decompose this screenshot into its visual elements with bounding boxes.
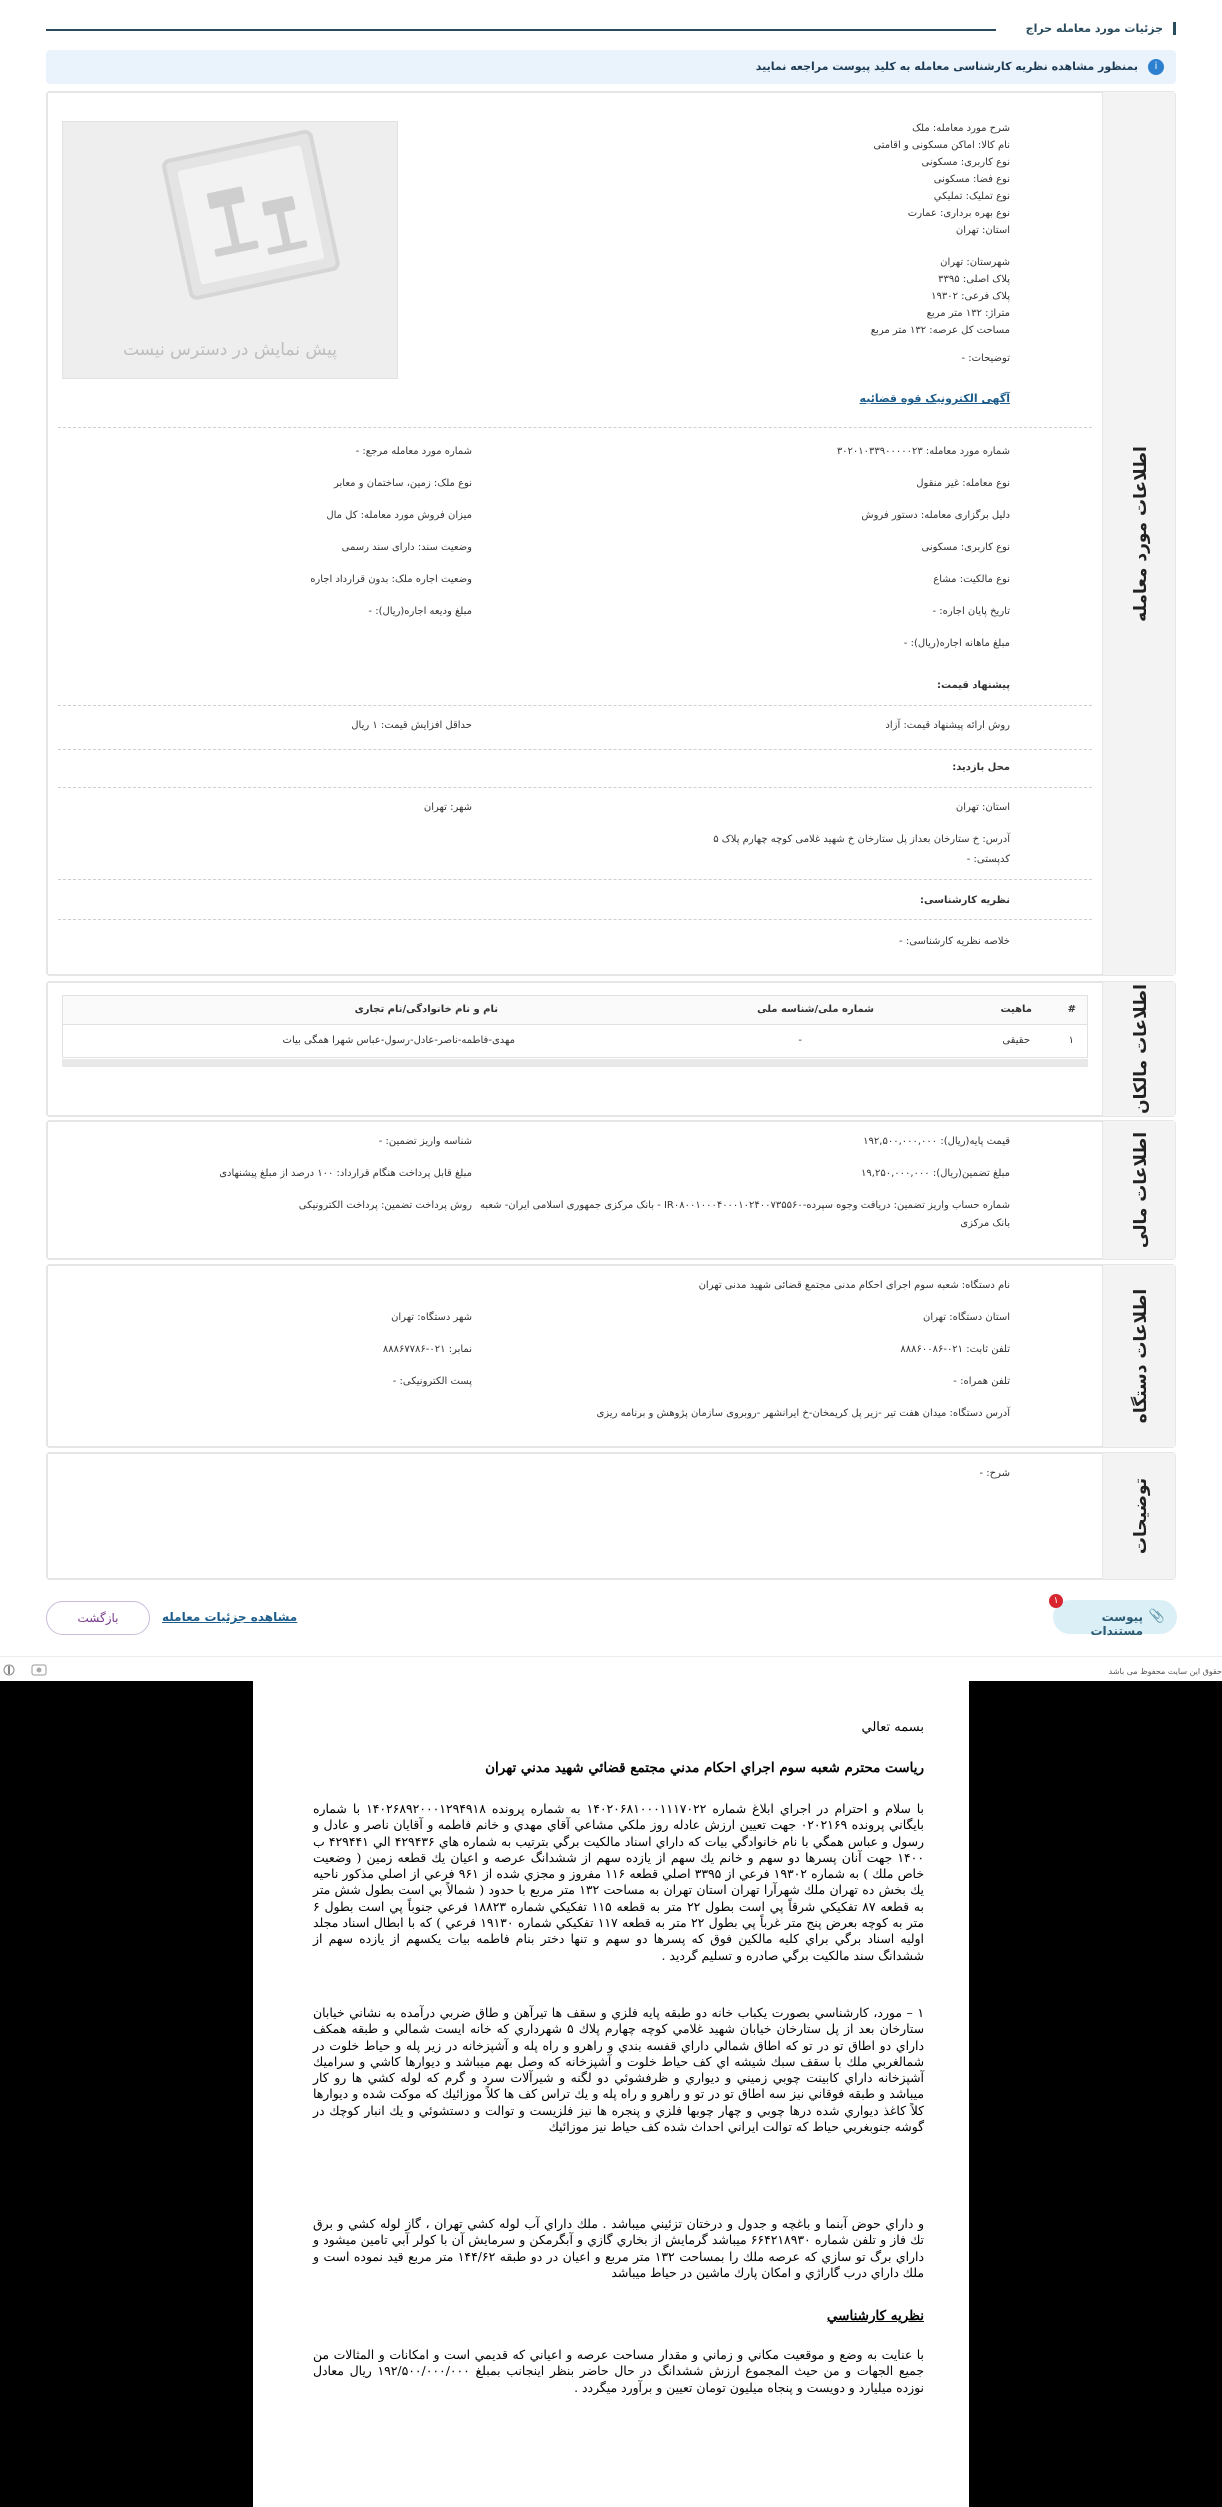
expert-opinion-summary: خلاصه نظریه کارشناسی: - xyxy=(899,936,1010,947)
owner-name: مهدی-فاطمه-ناصر-عادل-رسول-عباس شهرا همگی بیات xyxy=(282,1035,515,1046)
deal-info-card xyxy=(46,91,1176,976)
office-body xyxy=(47,1265,1103,1447)
deal-type: نوع معامله: غیر منقول xyxy=(916,478,1010,489)
lease-end-date: تاریخ پایان اجاره: - xyxy=(932,606,1010,617)
view-deal-details-link[interactable]: مشاهده جزئیات معامله xyxy=(162,1610,298,1624)
summary-line: پلاک فرعی: ۱۹۳۰۲ xyxy=(931,291,1010,302)
attachments-label: پیوست مستندات xyxy=(1090,1610,1143,1638)
deal-reason: دلیل برگزاری معامله: دستور فروش xyxy=(861,510,1010,521)
summary-line: نوع کاربری: مسکونی xyxy=(921,157,1010,168)
owners-sidebar xyxy=(1107,982,1175,1116)
notes-sidebar xyxy=(1107,1453,1175,1579)
owners-table-scrollbar[interactable] xyxy=(62,1059,1088,1067)
finance-body xyxy=(47,1121,1103,1259)
doc-heading: رياست محترم شعبه سوم اجراي احكام مدني مجتمع قضائي شهيد مدني تهران xyxy=(485,1760,924,1776)
deal-number: شماره مورد معامله: ۳۰۲۰۱۰۳۳۹۰۰۰۰۰۲۳ xyxy=(836,446,1010,457)
office-title: اطلاعات دستگاه xyxy=(1131,1288,1151,1424)
property-type: نوع ملک: زمین، ساختمان و معابر xyxy=(334,478,472,489)
summary-line: نام کالا: اماکن مسکونی و اقامتی xyxy=(873,140,1010,151)
doc-paragraph-3: و داراي حوض آبنما و باغچه و جدول و درختان تزئيني ميباشد . ملك داراي آب لوله كشي تهران ، گاز لوله كشي و برق تك فاز و تلفن شماره ۶۶۴۲۱۸۹۳۰ ميباشد گرمايش از بخاري گازي و آبگرمكن و سرمايش آن با كولر آبي تامين ميشود و داراي برگ تو سازي كه عرصه ملك را بمساحت ۱۳۲ متر مربع و اعيان در دو طبقه ۱۴۴/۶۲ متر مربع قيد نموده است و ملك داراي درب گاراژي و امكان پارك ماشين در حياط ميباشد xyxy=(313,2216,924,2280)
usage-type: نوع کاربری: مسکونی xyxy=(921,542,1010,553)
doc-paragraph-1: با سلام و احترام در اجراي ابلاغ شماره ۱۴۰۲۰۶۸۱۰۰۰۱۱۱۷۰۲۲ به شماره پرونده ۱۴۰۲۶۸۹۲۰۰۰۱۲۹۴۹۱۸ با شماره بايگاني پرونده ۰۲۰۲۱۶۹ جهت تعيين ارزش عادله روز ملكي مشاعي آقاي مهدي و خانم فاطمه و آقايان ناصر و عادل و رسول و عباس همگي با نام خانوادگي بيات كه داراي اسناد مالكيت برگي بترتيب به شماره هاي ۴۲۹۴۳۶ الي ۴۲۹۴۴۱ ب ۱۴۰۰ جهت آنان پسرها دو سهم و خانم يك سهم از يازده سهم از ششدانگ عرصه و اعيان يك قطعه زمين ( وضعيت خاص ملك ) به شماره ۱۹۳۰۲ فرعي از ۳۳۹۵ اصلي قطعه ۱۱۶ مفروز و مجزي شده از ۹۶۱ فرعي از اصلي مذكور ناحيه يك بخش ده تهران ملك شهرآرا تهران استان تهران به مساحت ۱۳۲ متر مربع با حدود ( شمالاً بي است بطول شش متر به قطعه ۸۷ تفكيكي شرقاً پي است بطول ۲۲ متر به قطعه ۱۱۵ تفكيكي شماره ۱۸۸۲۳ فرعي جنوباً پي است بطول ۶ متر به كوچه بعرض پنج متر غرباً پي بطول ۲۲ متر به قطعه ۱۱۷ تفكيكي شماره ۱۹۱۳۰ فرعي ) كه با ابطال اسناد مجلد اوليه اسناد برگي براي كليه مالكين فوق كه پسرها دو سهم و تنها دختر بنام فاطمه بيات يكسهم از يازده سهم از ششدانگ سند مالكيت برگي صادره و تسليم گرديد . xyxy=(313,1801,925,1963)
document-viewer xyxy=(0,1681,1222,2507)
visit-address: آدرس: خ ستارخان بعداز پل ستارخان خ شهید غلامی کوچه چهارم پلاک ۵ xyxy=(713,834,1010,845)
doc-paragraph-2: ۱ – مورد، كارشناسي بصورت يكباب خانه دو طبقه پايه فلزي و سقف ها تيرآهن و طاق ضربي درآمده به نشاني خيابان ستارخان بعد از پل ستارخان خيابان شهيد غلامي كوچه چهارم پلاك ۵ شهرداري كه خانه ايست شمالي و طبقه همكف داراي دو اطاق تو در تو كه اطاق شمالي داراي قفسه بندي و راهرو و راه پله و آشپزخانه در زير پله و حياط خلوت در شمالغربي ملك با سقف سبك شيشه اي كف حياط خلوت و آشپزخانه كه وصل بهم ميباشد و ديوارها كاشي و سراميك آشپزخانه داراي كابينت چوبي زميني و ديواري و ظرفشوئي دو لگنه و شيرآلات سرد و گرم كه لوله كشي ها رو كار ميباشد و طبقه فوقاني نيز سه اطاق تو در تو و راهرو و راه پله و يك تراس كف ها كلاً موزائيك كه موكت شده و ديوارها كلاً كاغذ ديواري شده درها چوبي و چهار چوبها فلزي و پنجره ها نيز فلزيست و توالت و دستشوئي و يك انبار كوچك در گوشه جنوبغربي حياط كه توالت ايراني احداث شده كف حياط نيز موزائيك xyxy=(313,2005,924,2135)
visit-location-heading: محل بازدید: xyxy=(952,762,1010,773)
info-icon: i xyxy=(1148,59,1164,75)
deed-status: وضعیت سند: دارای سند رسمی xyxy=(341,542,472,553)
owners-table-header xyxy=(62,995,1088,1025)
page-title: جزئیات مورد معامله حراج xyxy=(1026,22,1176,35)
summary-line: نوع فضا: مسکونی xyxy=(933,174,1010,185)
doc-salutation: بسمه تعالي xyxy=(861,1720,924,1735)
visit-city: شهر: تهران xyxy=(423,802,472,813)
guarantee-amount: مبلغ تضمین(ریال): ۱۹,۲۵۰,۰۰۰,۰۰۰ xyxy=(861,1168,1010,1179)
summary-line: استان: تهران xyxy=(955,225,1010,236)
office-sidebar xyxy=(1107,1265,1175,1447)
bid-heading: پیشنهاد قیمت: xyxy=(937,680,1010,691)
monthly-rent: مبلغ ماهانه اجاره(ریال): - xyxy=(903,638,1010,649)
visit-postal-code: کدپستی: - xyxy=(966,854,1010,865)
bid-method: روش ارائه پیشنهاد قیمت: آزاد xyxy=(885,720,1010,731)
office-phone: تلفن ثابت: ۰۲۱-۸۸۸۶۰۰۸۶ xyxy=(900,1344,1010,1355)
divider xyxy=(58,919,1092,920)
finance-title: اطلاعات مالی xyxy=(1131,1131,1151,1249)
office-province: استان دستگاه: تهران xyxy=(923,1312,1010,1323)
deal-info-body xyxy=(47,92,1103,975)
notes-card xyxy=(46,1452,1176,1580)
owners-col-type: ماهیت xyxy=(1000,1004,1032,1015)
judiciary-ad-link[interactable]: آگهی الکترونیک قوه قضائیه xyxy=(859,392,1010,405)
office-email: پست الکترونیکی: - xyxy=(392,1376,472,1387)
notes-description: شرح: - xyxy=(979,1468,1010,1479)
page-header xyxy=(46,22,1176,42)
account-bank: بانک مرکزی xyxy=(960,1218,1010,1229)
attachments-button[interactable] xyxy=(1053,1596,1177,1638)
summary-line: متراژ: ۱۳۲ متر مربع xyxy=(926,308,1010,319)
owner-national-id: - xyxy=(798,1035,802,1046)
owners-col-index: # xyxy=(1067,1004,1076,1015)
divider xyxy=(58,749,1092,750)
divider xyxy=(58,787,1092,788)
summary-line: شرح مورد معامله: ملک xyxy=(912,123,1010,134)
finance-card xyxy=(46,1120,1176,1260)
ownership-type: نوع مالکیت: مشاع xyxy=(933,574,1010,585)
payment-method: روش پرداخت تضمین: پرداخت الکترونیکی xyxy=(298,1200,472,1211)
preview-unavailable-text: پیش نمایش در دسترس نیست xyxy=(123,340,337,360)
base-price: قیمت پایه(ریال): ۱۹۲,۵۰۰,۰۰۰,۰۰۰ xyxy=(863,1136,1010,1147)
deal-info-title: اطلاعات مورد معامله xyxy=(1131,445,1151,622)
summary-line: پلاک اصلی: ۳۳۹۵ xyxy=(938,274,1010,285)
finance-sidebar xyxy=(1107,1121,1175,1259)
owners-table-row xyxy=(62,1023,1088,1058)
divider xyxy=(58,705,1092,706)
summary-line: توضیحات: - xyxy=(961,353,1010,364)
notes-body xyxy=(47,1453,1103,1579)
deposit-id: شناسه واریز تضمین: - xyxy=(378,1136,472,1147)
office-name: نام دستگاه: شعبه سوم اجرای احکام مدنی مجتمع قضائی شهید مدنی تهران xyxy=(698,1280,1010,1291)
notice-text: بمنظور مشاهده نظریه کارشناسی معامله به کلید پیوست مراجعه نمایید xyxy=(755,60,1138,73)
owners-body xyxy=(47,982,1103,1116)
office-address: آدرس دستگاه: میدان هفت تیر -زیر پل کریمخان-خ ایرانشهر -روبروی سازمان پژوهش و برنامه ریزی xyxy=(596,1408,1010,1419)
bid-min-increment: حداقل افزایش قیمت: ۱ ریال xyxy=(351,720,472,731)
back-label: بازگشت xyxy=(77,1611,119,1625)
office-card xyxy=(46,1264,1176,1448)
reference-number: شماره مورد معامله مرجع: - xyxy=(355,446,472,457)
owners-title: اطلاعات مالکان xyxy=(1131,984,1151,1114)
header-rule xyxy=(46,29,996,31)
owners-col-national-id: شماره ملی/شناسه ملی xyxy=(757,1004,874,1015)
summary-line: نوع بهره برداری: عمارت xyxy=(907,208,1010,219)
attachment-notice xyxy=(46,50,1176,84)
expert-opinion-heading: نظریه کارشناسی: xyxy=(920,895,1010,906)
lease-status: وضعیت اجاره ملک: بدون قرارداد اجاره xyxy=(310,574,472,585)
divider xyxy=(58,879,1092,880)
owners-card xyxy=(46,981,1176,1117)
office-fax: نمابر: ۰۲۱-۸۸۸۶۷۷۸۶ xyxy=(382,1344,472,1355)
owner-index: ۱ xyxy=(1068,1035,1074,1046)
doc-subheading: نظريه كارشناسي xyxy=(826,2308,924,2324)
back-button[interactable] xyxy=(46,1601,150,1635)
doc-paragraph-4: با عنايت به وضع و موقعيت مكاني و زماني و مقدار مساحت عرصه و اعياني كه قديمي است و امكانات و المثالات من جميع الجهات و من حيث المجموع ارزش ششدانگ در حال حاضر بنظر اينجانب بمبلغ ۱۹۲/۵۰۰/۰۰۰/۰۰۰ ريال معادل نوزده ميلیارد و دويست و پنجاه ميليون تومان تعيين و برآورد ميگردد . xyxy=(313,2347,925,2395)
summary-line: مساحت کل عرصه: ۱۳۲ متر مربع xyxy=(870,325,1010,336)
summary-line: نوع تملیک: تمليكي xyxy=(933,191,1010,202)
summary-line: شهرستان: تهران xyxy=(940,257,1010,268)
owner-type: حقیقی xyxy=(1002,1035,1030,1046)
office-mobile: تلفن همراه: - xyxy=(953,1376,1010,1387)
paperclip-icon: 📎 xyxy=(1148,1609,1165,1624)
judiciary-emblem-icon xyxy=(0,1663,18,1677)
divider xyxy=(58,427,1092,428)
account-number: شماره حساب واریز تضمین: دریافت وجوه سپرده-IR۰۸۰۰۱۰۰۰۴۰۰۰۱۰۲۴۰۰۷۳۵۵۶۰ - بانک مرکزی جمهوری اسلامی ایران- شعبه xyxy=(479,1200,1010,1211)
copyright-text: حقوق این سایت محفوظ می باشد xyxy=(1108,1667,1222,1676)
notes-title: توضیحات xyxy=(1131,1477,1151,1555)
footer xyxy=(0,1656,1222,1681)
rent-deposit: مبلغ ودیعه اجاره(ریال): - xyxy=(368,606,472,617)
office-city: شهر دستگاه: تهران xyxy=(391,1312,472,1323)
sale-share: میزان فروش مورد معامله: کل مال xyxy=(326,510,472,521)
expert-report-page xyxy=(253,1681,969,2507)
owners-col-name: نام و نام خانوادگی/نام تجاری xyxy=(354,1004,498,1015)
preview-thumbnail xyxy=(62,121,398,379)
attachments-count-badge: ۱ xyxy=(1049,1594,1063,1608)
deal-info-sidebar xyxy=(1107,92,1175,975)
payable-at-contract: مبلغ قابل پرداخت هنگام قرارداد: ۱۰۰ درصد از مبلغ پیشنهادی xyxy=(219,1168,472,1179)
visit-province: استان: تهران xyxy=(955,802,1010,813)
partner-logo-icon xyxy=(28,1663,50,1677)
